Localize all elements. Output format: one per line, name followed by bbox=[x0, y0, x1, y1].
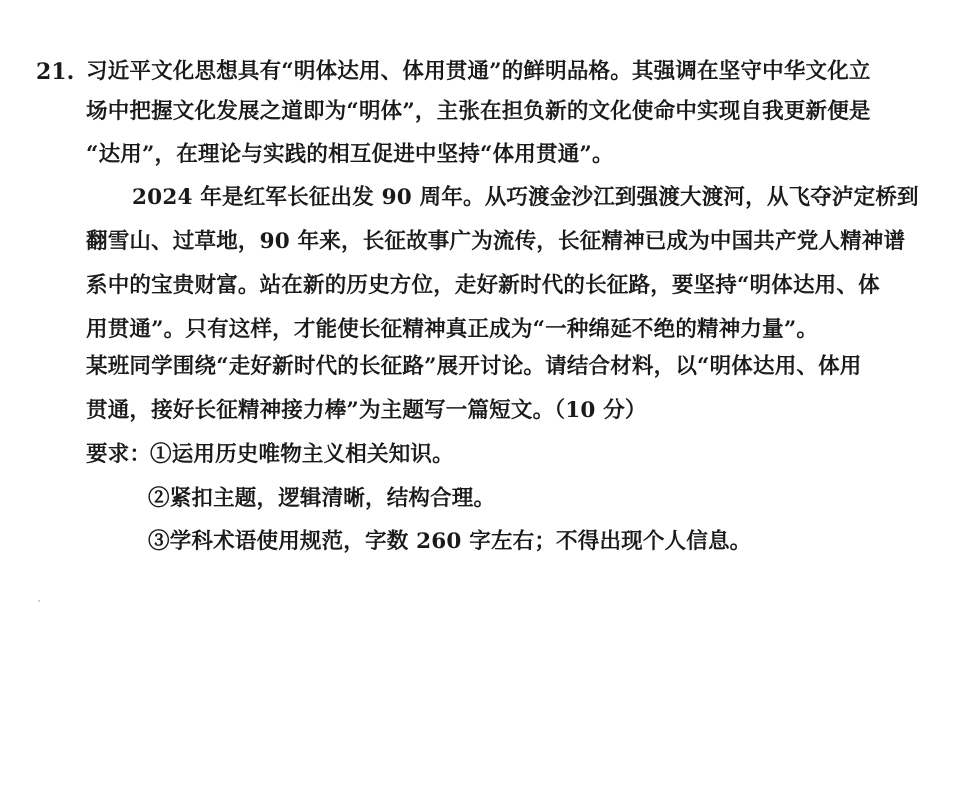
question-text-line: 习近平文化思想具有“明体达用、体用贯通”的鲜明品格。其强调在坚守中华文化立 bbox=[86, 59, 871, 84]
question-text-line: “达用”，在理论与实践的相互促进中坚持“体用贯通”。 bbox=[86, 142, 614, 167]
requirements-label: 要求： bbox=[86, 442, 152, 467]
material-paragraph-line: 用贯通”。只有这样，才能使长征精神真正成为“一种绵延不绝的精神力量”。 bbox=[86, 317, 819, 342]
requirement-item: ②紧扣主题，逻辑清晰，结构合理。 bbox=[148, 486, 496, 511]
material-paragraph-line: 2024 年是红军长征出发 90 周年。从巧渡金沙江到强渡大渡河，从飞夺泸定桥到 bbox=[132, 185, 919, 210]
task-instruction-line: 某班同学围绕“走好新时代的长征路”展开讨论。请结合材料，以“明体达用、体用 bbox=[86, 354, 862, 379]
question-number: 21. bbox=[36, 59, 75, 85]
material-paragraph-line: 系中的宝贵财富。站在新的历史方位，走好新时代的长征路，要坚持“明体达用、体 bbox=[86, 273, 880, 298]
material-paragraph-line: 翻雪山、过草地，90 年来，长征故事广为流传，长征精神已成为中国共产党人精神谱 bbox=[86, 229, 906, 254]
scan-speck bbox=[38, 600, 40, 602]
question-text-line: 场中把握文化发展之道即为“明体”，主张在担负新的文化使命中实现自我更新便是 bbox=[86, 99, 871, 124]
requirement-item: ①运用历史唯物主义相关知识。 bbox=[150, 442, 454, 467]
requirement-item: ③学科术语使用规范，字数 260 字左右；不得出现个人信息。 bbox=[148, 529, 752, 554]
task-instruction-line: 贯通，接好长征精神接力棒”为主题写一篇短文。（10 分） bbox=[86, 398, 647, 423]
